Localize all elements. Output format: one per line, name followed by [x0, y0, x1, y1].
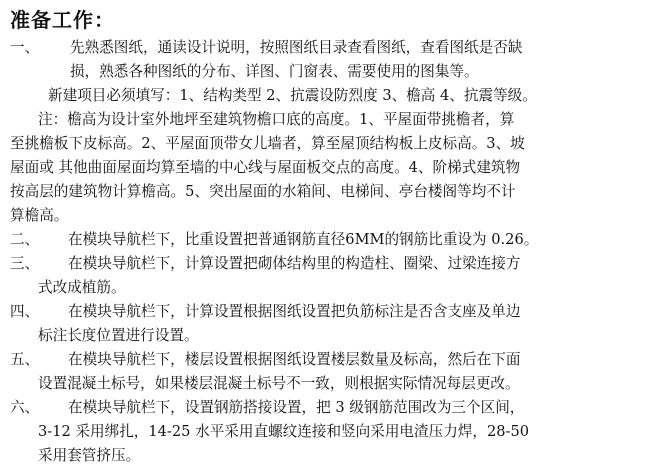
- note-body: [10, 108, 647, 228]
- item-number: 五、: [10, 351, 40, 368]
- list-item-6: [10, 396, 647, 468]
- page-title: 准备工作：: [10, 8, 115, 32]
- note-line-5: 算檐高。: [10, 207, 69, 224]
- item-number: 六、: [10, 399, 40, 416]
- item-text: 在模块导航栏下，比重设置把普通钢筋直径6MM的钢筋比重设为 0.26。: [68, 231, 539, 248]
- item-number: 四、: [10, 303, 40, 320]
- item-number: 一、: [10, 39, 40, 56]
- item-text: 在模块导航栏下，设置钢筋搭接设置，把 3 级钢筋范围改为三个区间，: [68, 399, 525, 416]
- note-line-3: 屋面或 其他曲面屋面均算至墙的中心线与屋面板交点的高度。4、阶梯式建筑物: [10, 159, 521, 176]
- sub-text: 新建项目必须填写：1、结构类型 2、抗震设防烈度 3、檐高 4、抗震等级。: [48, 87, 537, 104]
- item-text: 在模块导航栏下，计算设置把砌体结构里的构造柱、圈梁、过梁连接方: [68, 255, 521, 272]
- sub-item-required-fields: [10, 84, 647, 108]
- item-text: 先熟悉图纸，通读设计说明，按照图纸目录查看图纸，查看图纸是否缺: [70, 39, 523, 56]
- item-text-continued-2: 采用套管挤压。: [38, 447, 141, 464]
- list-item-3: [10, 252, 647, 300]
- item-number: 二、: [10, 231, 40, 248]
- list-item-2: [10, 228, 647, 252]
- item-text-continued: 式改成植筋。: [38, 279, 126, 296]
- item-body: [38, 348, 647, 396]
- item-body: [68, 36, 647, 84]
- list-item-5: [10, 348, 647, 396]
- item-text: 在模块导航栏下，计算设置根据图纸设置把负筋标注是否含支座及单边: [68, 303, 521, 320]
- note-block: [10, 108, 647, 228]
- item-body: [38, 252, 647, 300]
- note-line-2: 至挑檐板下皮标高。2、平屋面顶带女儿墙者，算至屋顶结构板上皮标高。3、坡: [10, 135, 525, 152]
- item-text-continued: 设置混凝土标号，如果楼层混凝土标号不一致，则根据实际情况每层更改。: [38, 375, 520, 392]
- list-item-1: [10, 36, 647, 84]
- item-number: 三、: [10, 255, 40, 272]
- item-text-continued: 标注长度位置进行设置。: [38, 327, 199, 344]
- item-text-continued: 3-12 采用绑扎，14-25 水平采用直螺纹连接和竖向采用电渣压力焊，28-50: [38, 423, 530, 440]
- item-text: 在模块导航栏下，楼层设置根据图纸设置楼层数量及标高，然后在下面: [68, 351, 521, 368]
- item-text-continued: 损，熟悉各种图纸的分布、详图、门窗表、需要使用的图集等。: [70, 63, 479, 80]
- item-body: [38, 396, 647, 468]
- item-body: [38, 300, 647, 348]
- note-line-4: 按高层的建筑物计算檐高。5、突出屋面的水箱间、电梯间、亭台楼阁等均不计: [10, 183, 516, 200]
- note-line-1: 注：檐高为设计室外地坪至建筑物檐口底的高度。1、平屋面带挑檐者，算: [38, 111, 515, 128]
- list-item-4: [10, 300, 647, 348]
- item-body: [68, 228, 647, 252]
